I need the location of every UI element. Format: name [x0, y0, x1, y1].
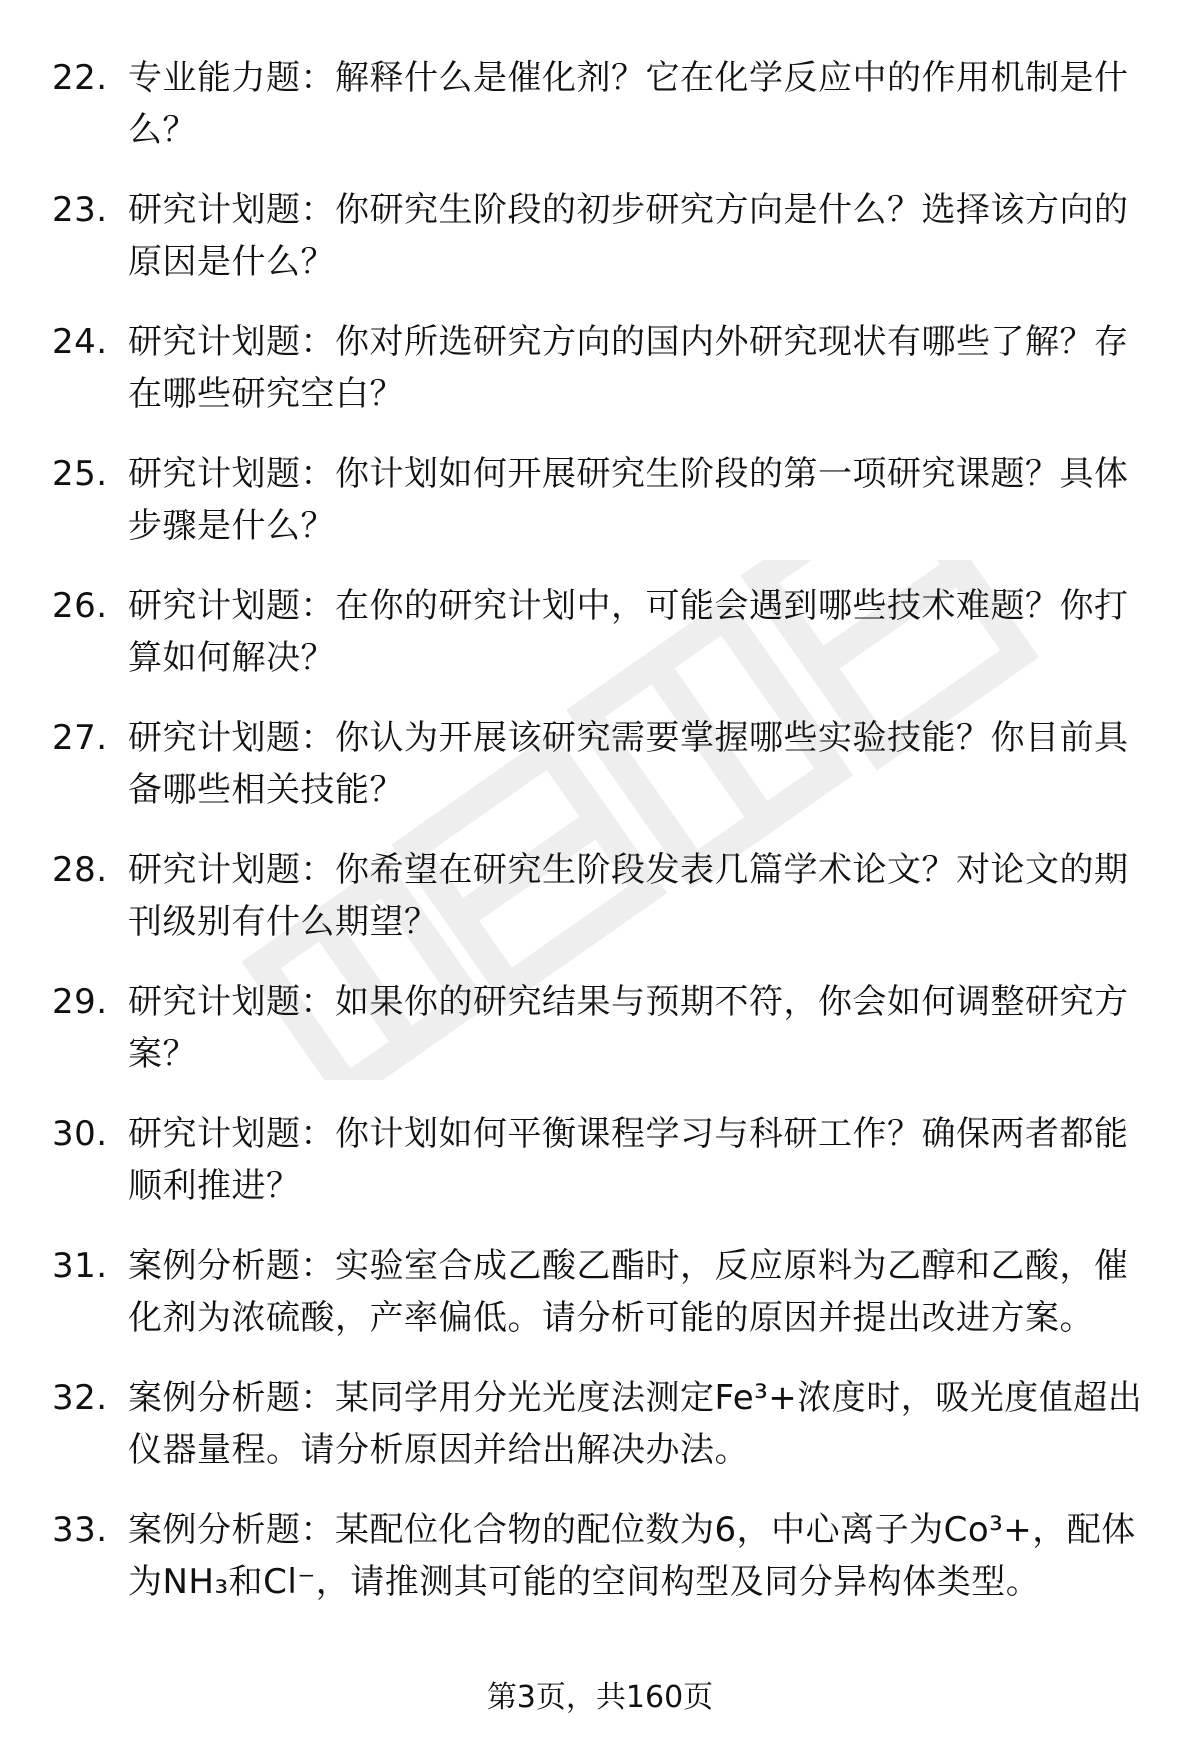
question-number: 33. [52, 1510, 108, 1550]
question-text: 研究计划题：你计划如何平衡课程学习与科研工作？确保两者都能顺利推进？ [128, 1114, 1129, 1206]
question-item [0, 712, 1200, 816]
question-text: 研究计划题：你认为开展该研究需要掌握哪些实验技能？你目前具备哪些相关技能？ [128, 718, 1129, 810]
question-item [0, 1240, 1200, 1344]
question-text: 案例分析题：某同学用分光光度法测定Fe³+浓度时，吸光度值超出仪器量程。请分析原因并给出解决办法。 [128, 1378, 1143, 1470]
page-footer: 第3页，共160页 [486, 1680, 714, 1715]
question-text: 研究计划题：你对所选研究方向的国内外研究现状有哪些了解？存在哪些研究空白？ [128, 322, 1129, 414]
question-item [0, 448, 1200, 552]
question-number: 25. [52, 454, 108, 494]
question-text: 专业能力题：解释什么是催化剂？它在化学反应中的作用机制是什么？ [128, 58, 1129, 150]
question-item [0, 1108, 1200, 1212]
question-number: 26. [52, 586, 108, 626]
question-item [0, 844, 1200, 948]
question-number: 23. [52, 190, 108, 230]
question-text: 案例分析题：某配位化合物的配位数为6，中心离子为Co³+，配体为NH₃和Cl⁻，请推测其可能的空间构型及同分异构体类型。 [128, 1510, 1136, 1602]
question-number: 32. [52, 1378, 108, 1418]
question-text: 研究计划题：如果你的研究结果与预期不符，你会如何调整研究方案？ [128, 982, 1129, 1074]
question-number: 31. [52, 1246, 108, 1286]
question-text: 研究计划题：你计划如何开展研究生阶段的第一项研究课题？具体步骤是什么？ [128, 454, 1129, 546]
question-number: 28. [52, 850, 108, 890]
question-number: 27. [52, 718, 108, 758]
question-list [0, 52, 1200, 1636]
question-item [0, 976, 1200, 1080]
question-item [0, 52, 1200, 156]
question-number: 30. [52, 1114, 108, 1154]
question-text: 研究计划题：你希望在研究生阶段发表几篇学术论文？对论文的期刊级别有什么期望？ [128, 850, 1129, 942]
question-number: 29. [52, 982, 108, 1022]
question-item [0, 1372, 1200, 1476]
question-item [0, 184, 1200, 288]
question-text: 研究计划题：在你的研究计划中，可能会遇到哪些技术难题？你打算如何解决？ [128, 586, 1129, 678]
question-item [0, 1504, 1200, 1608]
question-number: 24. [52, 322, 108, 362]
question-text: 研究计划题：你研究生阶段的初步研究方向是什么？选择该方向的原因是什么？ [128, 190, 1129, 282]
question-item [0, 316, 1200, 420]
question-text: 案例分析题：实验室合成乙酸乙酯时，反应原料为乙醇和乙酸，催化剂为浓硫酸，产率偏低。请分析可能的原因并提出改进方案。 [128, 1246, 1129, 1338]
question-number: 22. [52, 58, 108, 98]
question-item [0, 580, 1200, 684]
